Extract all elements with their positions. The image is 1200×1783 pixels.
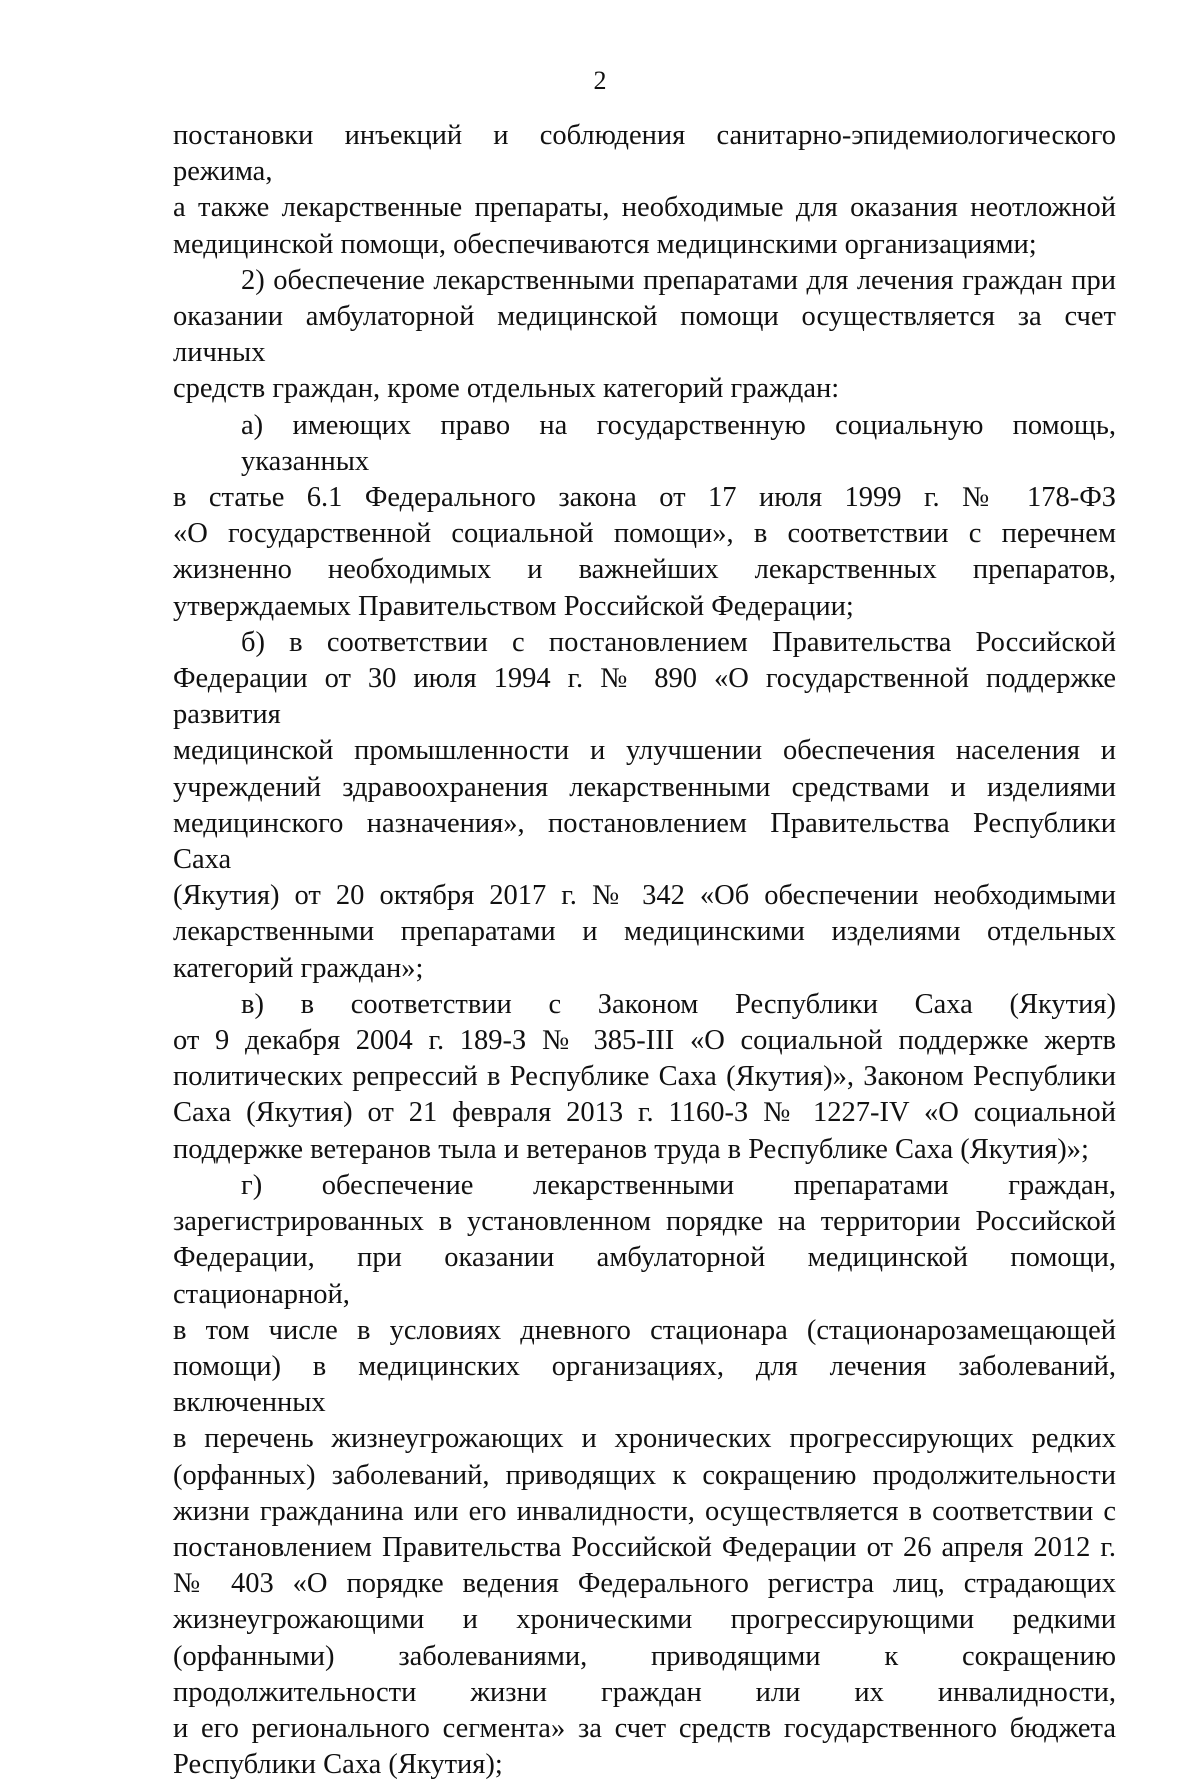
text-line: утверждаемых Правительством Российской Федерации;: [173, 590, 854, 622]
paragraph-item-2: [173, 263, 1116, 408]
text-line: лекарственными препаратами и медицинскими изделиями отдельных: [173, 916, 1116, 948]
text-line: Республики Саха (Якутия);: [173, 1749, 503, 1781]
text-line: жизнеугрожающими и хроническими прогрессирующими редкими: [173, 1604, 1116, 1636]
text-line: (орфанных) заболеваний, приводящих к сокращению продолжительности: [173, 1459, 1116, 1491]
text-line: в том числе в условиях дневного стационара (стационарозамещающей: [173, 1314, 1116, 1346]
text-line: 2) обеспечение лекарственными препаратами для лечения граждан при: [241, 264, 1116, 296]
text-line: Федерации от 30 июля 1994 г. № 890 «О государственной поддержке развития: [173, 663, 1116, 731]
text-line: в) в соответствии с Законом Республики Саха (Якутия): [241, 988, 1116, 1020]
text-line: а также лекарственные препараты, необходимые для оказания неотложной: [173, 192, 1116, 224]
text-line: жизни гражданина или его инвалидности, осуществляется в соответствии с: [173, 1495, 1116, 1527]
text-line: поддержке ветеранов тыла и ветеранов труда в Республике Саха (Якутия)»;: [173, 1133, 1089, 1165]
text-line: постановлением Правительства Российской Федерации от 26 апреля 2012 г.: [173, 1531, 1116, 1563]
text-line: жизненно необходимых и важнейших лекарственных препаратов,: [173, 554, 1116, 586]
text-line: зарегистрированных в установленном порядке на территории Российской: [173, 1206, 1116, 1238]
text-line: медицинской помощи, обеспечиваются медицинскими организациями;: [173, 228, 1037, 260]
paragraph-item-a: [173, 408, 1116, 625]
text-line: в перечень жизнеугрожающих и хронических прогрессирующих редких: [173, 1423, 1116, 1455]
text-line: продолжительности жизни граждан или их инвалидности,: [173, 1676, 1116, 1708]
text-line: и его регионального сегмента» за счет средств государственного бюджета: [173, 1712, 1116, 1744]
text-line: (Якутия) от 20 октября 2017 г. № 342 «Об обеспечении необходимыми: [173, 880, 1116, 912]
paragraph-item-v: [173, 987, 1116, 1168]
text-line: от 9 декабря 2004 г. 189-З № 385-III «О социальной поддержке жертв: [173, 1025, 1116, 1057]
document-body: [173, 118, 1116, 1783]
text-line: № 403 «О порядке ведения Федерального регистра лиц, страдающих: [173, 1568, 1116, 1600]
page-number: 2: [593, 66, 607, 95]
text-line: Федерации, при оказании амбулаторной медицинской помощи, стационарной,: [173, 1242, 1116, 1310]
paragraph-item-g: [173, 1168, 1116, 1783]
text-line: медицинского назначения», постановлением Правительства Республики Саха: [173, 807, 1116, 876]
text-line: б) в соответствии с постановлением Правительства Российской: [241, 626, 1116, 658]
text-line: оказании амбулаторной медицинской помощи осуществляется за счет личных: [173, 301, 1116, 369]
text-line: в статье 6.1 Федерального закона от 17 июля 1999 г. № 178-ФЗ: [173, 482, 1116, 514]
paragraph-item-b: [173, 625, 1116, 987]
text-line: «О государственной социальной помощи», в соответствии с перечнем: [173, 518, 1116, 550]
text-line: медицинской промышленности и улучшении обеспечения населения и: [173, 735, 1116, 767]
text-line: средств граждан, кроме отдельных категорий граждан:: [173, 373, 840, 405]
text-line: политических репрессий в Республике Саха (Якутия)», Законом Республики: [173, 1061, 1116, 1093]
text-line: (орфанными) заболеваниями, приводящими к сокращению: [173, 1640, 1116, 1672]
text-line: учреждений здравоохранения лекарственными средствами и изделиями: [173, 771, 1116, 803]
paragraph-continuation: [173, 118, 1116, 263]
text-line: постановки инъекций и соблюдения санитарно-эпидемиологического режима,: [173, 120, 1116, 188]
text-line: помощи) в медицинских организациях, для лечения заболеваний, включенных: [173, 1350, 1116, 1419]
text-line: Саха (Якутия) от 21 февраля 2013 г. 1160-З № 1227-IV «О социальной: [173, 1097, 1116, 1129]
text-line: а) имеющих право на государственную социальную помощь, указанных: [241, 409, 1116, 477]
text-line: г) обеспечение лекарственными препаратами граждан,: [241, 1169, 1116, 1201]
text-line: категорий граждан»;: [173, 952, 424, 984]
